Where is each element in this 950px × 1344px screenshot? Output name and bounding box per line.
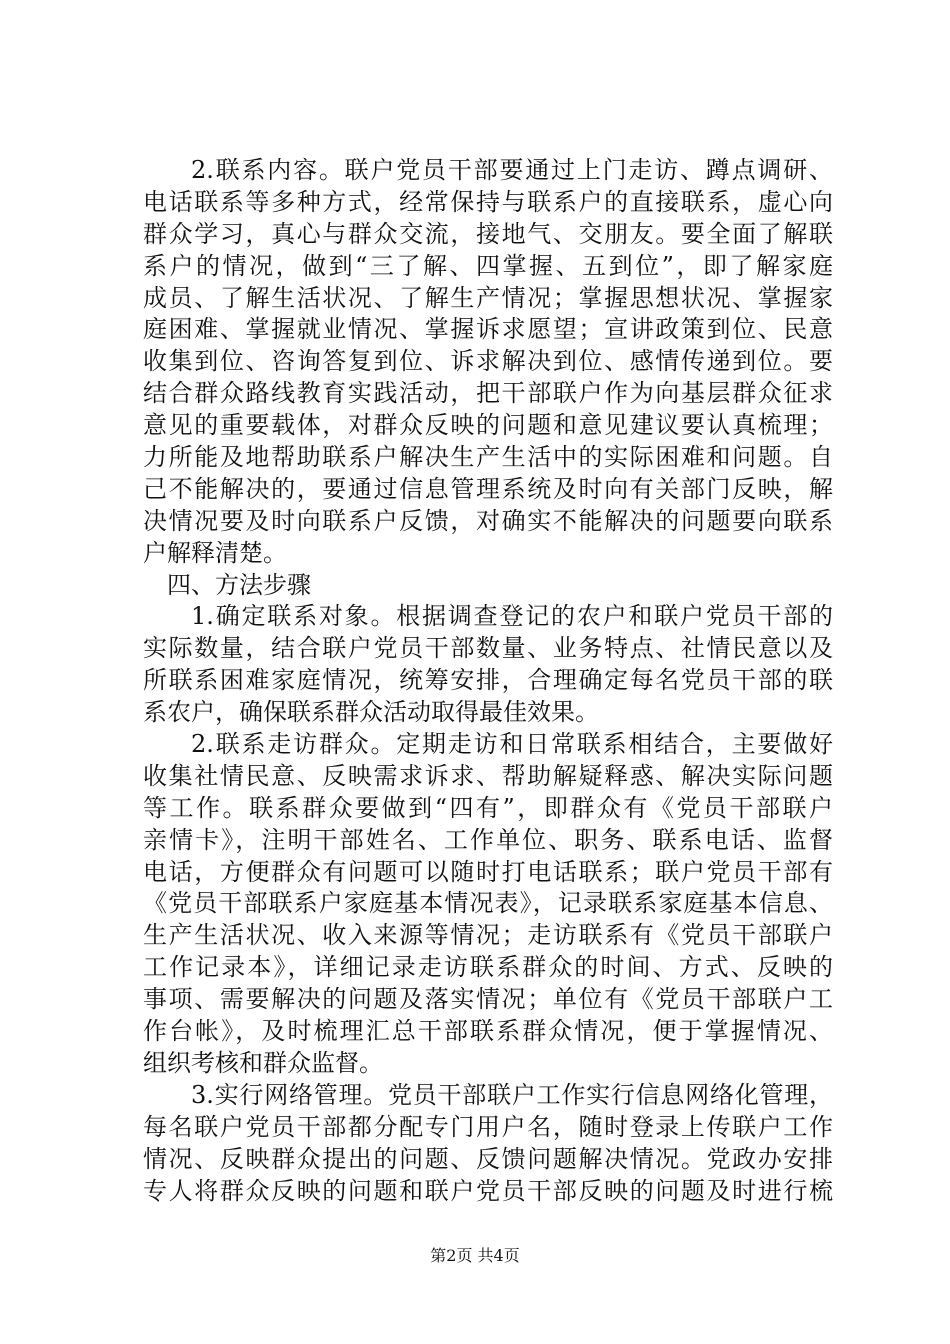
paragraph-line: 生产生活状况、收入来源等情况；走访联系有《党员干部联户: [143, 921, 833, 950]
paragraph-line: 电话联系等多种方式，经常保持与联系户的直接联系，虚心向: [143, 187, 833, 216]
paragraph-line: 电话，方便群众有问题可以随时打电话联系；联户党员干部有: [143, 857, 833, 886]
paragraph-line: 意见的重要载体，对群众反映的问题和意见建议要认真梳理；: [143, 411, 833, 440]
paragraph-line: 成员、了解生活状况、了解生产情况；掌握思想状况、掌握家: [143, 283, 833, 312]
paragraph-line: 力所能及地帮助联系户解决生产生活中的实际困难和问题。自: [143, 443, 833, 472]
document-body: [143, 155, 833, 1207]
paragraph-line: 实际数量，结合联户党员干部数量、业务特点、社情民意以及: [143, 634, 833, 663]
paragraph-line: 2.联系内容。联户党员干部要通过上门走访、蹲点调研、: [191, 156, 833, 184]
paragraph-line: 决情况要及时向联系户反馈，对确实不能解决的问题要向联系: [143, 506, 833, 535]
paragraph-line: 2.联系走访群众。定期走访和日常联系相结合，主要做好: [191, 730, 833, 759]
paragraph-line: 所联系困难家庭情况，统筹安排，合理确定每名党员干部的联: [143, 666, 833, 695]
paragraph-line: 专人将群众反映的问题和联户党员干部反映的问题及时进行梳: [143, 1176, 833, 1205]
paragraph-line: 系户的情况，做到“三了解、四掌握、五到位”，即了解家庭: [143, 251, 833, 280]
paragraph-line: 群众学习，真心与群众交流，接地气、交朋友。要全面了解联: [143, 219, 833, 248]
paragraph-line: 情况、反映群众提出的问题、反馈问题解决情况。党政办安排: [143, 1144, 833, 1173]
paragraph-line: 作台帐》，及时梳理汇总干部联系群众情况，便于掌握情况、: [143, 1017, 833, 1046]
page-footer: 第2页 共4页: [430, 1246, 520, 1265]
paragraph-line: 亲情卡》，注明干部姓名、工作单位、职务、联系电话、监督: [143, 825, 833, 854]
paragraph-line: 每名联户党员干部都分配专门用户名，随时登录上传联户工作: [143, 1112, 833, 1141]
paragraph-line: 组织考核和群众监督。: [143, 1048, 383, 1077]
paragraph-line: 收集到位、咨询答复到位、诉求解决到位、感情传递到位。要: [143, 347, 833, 376]
paragraph-line: 结合群众路线教育实践活动，把干部联户作为向基层群众征求: [143, 379, 833, 408]
paragraph-line: 收集社情民意、反映需求诉求、帮助解疑释惑、解决实际问题: [143, 761, 833, 790]
paragraph-line: 庭困难、掌握就业情况、掌握诉求愿望；宣讲政策到位、民意: [143, 315, 833, 344]
paragraph-line: 等工作。联系群众要做到“四有”，即群众有《党员干部联户: [143, 793, 833, 822]
paragraph-line: 系农户，确保联系群众活动取得最佳效果。: [143, 698, 599, 727]
paragraph-line: 己不能解决的，要通过信息管理系统及时向有关部门反映，解: [143, 474, 833, 503]
paragraph-line: 3.实行网络管理。党员干部联户工作实行信息网络化管理，: [191, 1080, 833, 1109]
paragraph-line: 户解释清楚。: [143, 538, 287, 567]
paragraph-line: 工作记录本》，详细记录走访联系群众的时间、方式、反映的: [143, 953, 833, 982]
section-heading: 四、方法步骤: [167, 570, 311, 599]
paragraph-line: 事项、需要解决的问题及落实情况；单位有《党员干部联户工: [143, 985, 833, 1014]
paragraph-line: 1.确定联系对象。根据调查登记的农户和联户党员干部的: [191, 602, 833, 631]
paragraph-line: 《党员干部联系户家庭基本情况表》，记录联系家庭基本信息、: [143, 889, 833, 918]
